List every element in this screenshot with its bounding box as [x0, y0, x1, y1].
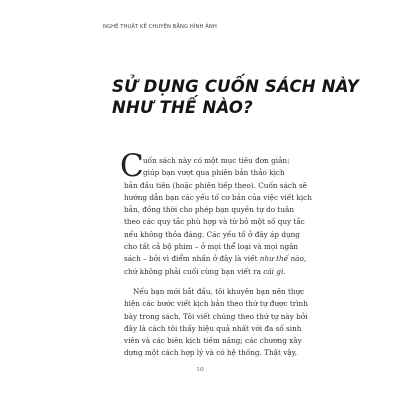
text-line [124, 266, 284, 278]
text-run: sách – bởi vì điểm nhấn ở đây là viết [124, 254, 260, 264]
text-line: hiện các bước viết kịch bản theo thứ tự được trình [124, 299, 308, 309]
emphasis-text: như thế nào [259, 254, 304, 264]
text-line: bản đầu tiên (hoặc phiên tiếp theo). Cuốn sách sẽ [124, 180, 307, 190]
text-line: giúp bạn vượt qua phiên bản thảo kịch [143, 168, 285, 178]
text-line: Nếu bạn mới bắt đầu, tôi khuyên bạn nên thực [133, 286, 305, 296]
drop-cap: C [120, 148, 144, 184]
page-number: 10 [196, 367, 204, 373]
paragraph-2 [124, 286, 308, 360]
text-line: nếu không thỏa đáng. Các yếu tố ở đây áp dụng [124, 229, 300, 239]
paragraph-1 [120, 148, 312, 278]
emphasis-text: cái gì [263, 266, 284, 276]
chapter-title-line-1: SỬ DỤNG CUỐN SÁCH NÀY [112, 77, 359, 96]
text-line: viên và các biên kịch tiềm năng; các chương xây [124, 336, 302, 346]
body-text [120, 148, 312, 360]
running-header: NGHỆ THUẬT KỂ CHUYỆN BẰNG HÌNH ẢNH [103, 24, 217, 30]
text-line: bày trong sách. Tôi viết chúng theo thứ tự này bởi [124, 311, 308, 321]
text-line: bản, đồng thời cho phép bạn quyền tự do tuân [124, 205, 294, 215]
text-run: . [283, 266, 286, 276]
text-line: cho tất cả bộ phim – ở mọi thể loại và mọi ngân [124, 242, 299, 252]
text-line: theo các quy tắc phù hợp và từ bỏ một số quy tắc [124, 217, 305, 227]
text-run: chứ không phải cuối cùng bạn viết ra [124, 266, 264, 276]
text-run: , [303, 254, 307, 264]
text-line: uốn sách này có một mục tiêu đơn giản: [143, 156, 290, 165]
text-line: đây là cách tôi thấy hiệu quả nhất với đa số sinh [124, 323, 302, 333]
chapter-title-line-2: NHƯ THẾ NÀO? [112, 98, 253, 117]
text-line: hướng dẫn bạn các yếu tố cơ bản của việc viết kịch [124, 192, 312, 202]
text-line: dựng một cách hợp lý và có hệ thống. Thật vậy, [124, 348, 298, 358]
text-line [124, 253, 307, 265]
chapter-title [112, 76, 359, 118]
